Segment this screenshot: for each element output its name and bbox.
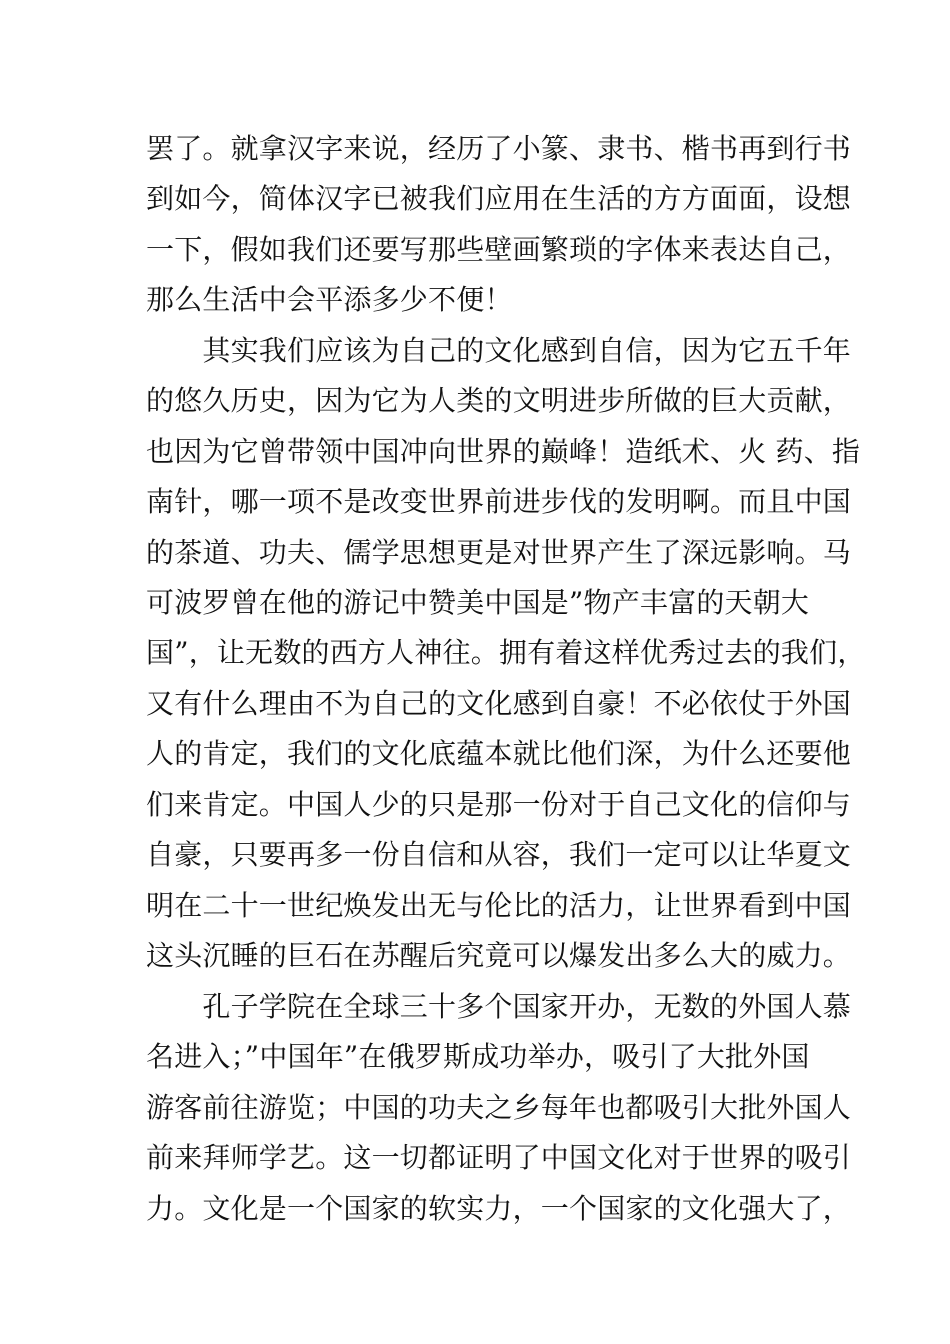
text-line: 这头沉睡的巨石在苏醒后究竟可以爆发出多么大的威力。 [146,939,852,972]
text-line: 的茶道、功夫、儒学思想更是对世界产生了深远影响。马 [146,536,852,569]
text-line: 可波罗曾在他的游记中赞美中国是”物产丰富的天朝大 [146,586,810,619]
text-line: 游客前往游览；中国的功夫之乡每年也都吸引大批外国人 [146,1091,852,1124]
text-line: 南针，哪一项不是改变世界前进步伐的发明啊。而且中国 [146,485,852,518]
text-line: 人的肯定，我们的文化底蕴本就比他们深，为什么还要他 [146,737,852,770]
text-line: 也因为它曾带领中国冲向世界的巅峰！造纸术、火 药、指 [146,435,861,468]
text-line: 前来拜师学艺。这一切都证明了中国文化对于世界的吸引 [146,1141,852,1174]
text-line: 其实我们应该为自己的文化感到自信，因为它五千年 [146,334,852,367]
text-line: 国”，让无数的西方人神往。拥有着这样优秀过去的我们， [146,636,866,669]
text-line: 自豪，只要再多一份自信和从容，我们一定可以让华夏文 [146,838,852,871]
text-line: 名进入；”中国年”在俄罗斯成功举办，吸引了大批外国 [146,1040,810,1073]
text-line: 们来肯定。中国人少的只是那一份对于自己文化的信仰与 [146,788,852,821]
text-line: 那么生活中会平添多少不便！ [146,283,513,316]
text-line: 力。文化是一个国家的软实力，一个国家的文化强大了， [146,1192,852,1225]
text-line: 明在二十一世纪焕发出无与伦比的活力，让世界看到中国 [146,889,852,922]
text-line: 到如今，简体汉字已被我们应用在生活的方方面面，设想 [146,182,852,215]
text-line: 的悠久历史，因为它为人类的文明进步所做的巨大贡献， [146,384,852,417]
text-line: 孔子学院在全球三十多个国家开办，无数的外国人慕 [146,990,852,1023]
text-line: 一下，假如我们还要写那些壁画繁琐的字体来表达自己， [146,233,852,266]
text-line: 罢了。就拿汉字来说，经历了小篆、隶书、楷书再到行书 [146,132,852,165]
text-line: 又有什么理由不为自己的文化感到自豪！不必依仗于外国 [146,687,852,720]
